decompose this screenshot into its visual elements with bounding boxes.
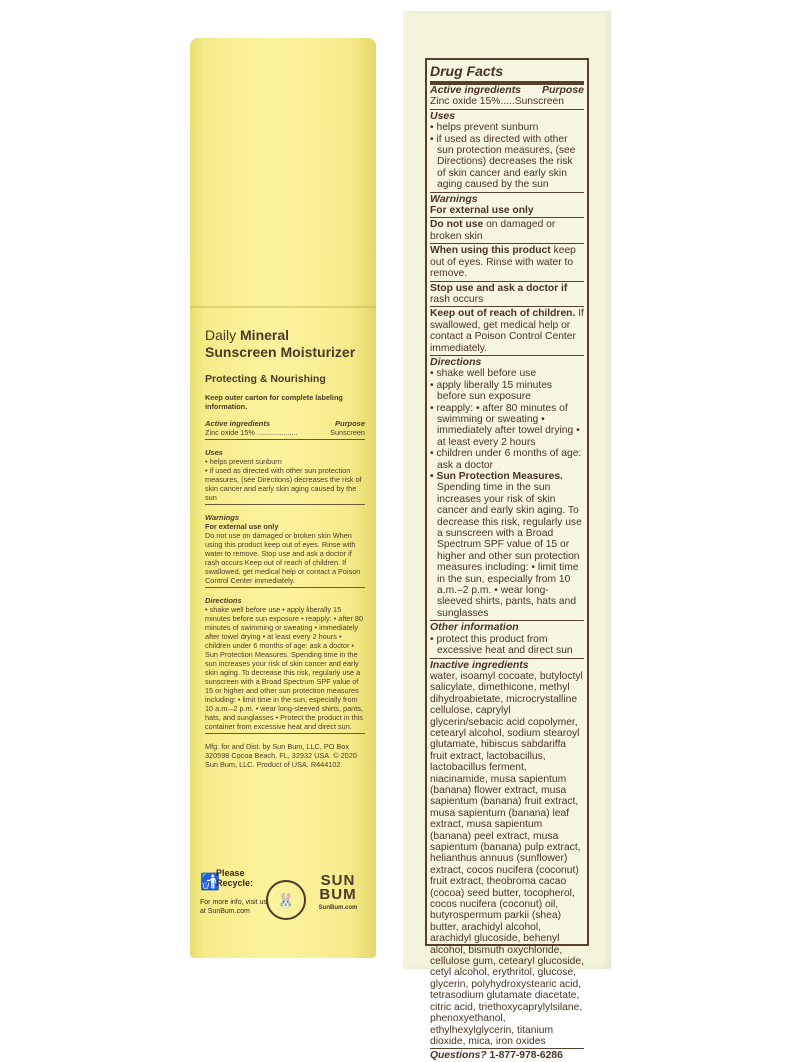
list-item: • shake well before use (430, 368, 537, 380)
directions-bold: • Sun Protection Measures. (430, 471, 563, 482)
person-recycle-icon: 🚮 (200, 874, 220, 891)
recycle-line2: Recycle: (216, 878, 254, 888)
active-header: Active ingredients (205, 419, 271, 428)
recycle-title (216, 868, 253, 888)
active-header-row (430, 85, 584, 96)
uses-header: Uses (430, 109, 456, 122)
list-item: • reapply: • after 80 minutes of swimming or sweating • immediately after towel drying • at least every 2 hours (430, 402, 580, 448)
recycle-line1: Please (216, 868, 245, 878)
logo-url: SunBum.com (318, 905, 358, 911)
active-header: Active ingredients (430, 84, 522, 96)
recycle-more-info: For more info, visit us at SunBum.com (200, 899, 267, 915)
list-item: • helps prevent sunburn (430, 122, 539, 134)
directions-header: Directions (430, 355, 482, 368)
warnings-text: Do not use on damaged or broken skin When using this product keep out of eyes. Rinse with water to remove. Stop use and ask a doctor if rash occurs Keep out of reach of children. If swallowed, get medical help or contact a Poison Control Center immediately. (205, 531, 361, 585)
product-title-line2: Sunscreen Moisturizer (205, 344, 356, 360)
cruelty-free-seal-icon: 🐰 (266, 880, 306, 920)
warning-when-using (430, 245, 584, 279)
active-line: Zinc oxide 15% .................... (205, 428, 298, 437)
uses-list (430, 122, 584, 190)
logo-line1: SUN (320, 872, 356, 889)
active-header-row (205, 419, 365, 428)
questions-phone: 1-877-978-6286 (489, 1050, 563, 1062)
questions-row (430, 1050, 584, 1061)
list-item: • if used as directed with other sun protection measures, (see Directions) decreases the risk of skin cancer and early skin aging caused by the sun (430, 133, 576, 191)
warning-bold: When using this product (430, 245, 551, 257)
other-info-list (430, 634, 584, 657)
warning-bold: Stop use and ask a doctor if (430, 282, 568, 294)
warnings-header: Warnings (205, 513, 240, 522)
uses-1: • helps prevent sunburn (205, 457, 282, 466)
uses-header: Uses (205, 448, 223, 457)
product-title (205, 327, 365, 344)
directions-header: Directions (205, 596, 242, 605)
active-purpose: Sunscreen (330, 428, 365, 437)
list-item: • protect this product from excessive heat and direct sun (430, 633, 573, 657)
manufacturer-info: Mfg. for and Dist. by Sun Bum, LLC, PO Box 320598 Cocoa Beach, FL, 32932 USA. © 2020 Sun Bum, LLC. Product of USA. R444102. (205, 742, 357, 769)
warning-bold: Keep out of reach of children. (430, 308, 576, 320)
warning-do-not-use (430, 219, 584, 242)
warning-stop-use (430, 283, 584, 306)
cap-seam (190, 306, 376, 308)
directions-list (430, 368, 584, 619)
warnings-external: For external use only (205, 522, 279, 531)
sun-bum-logo (312, 874, 364, 911)
title-light: Daily (205, 327, 237, 343)
other-info-header: Other information (430, 621, 519, 634)
questions-label: Questions? (430, 1050, 487, 1062)
warning-text: rash occurs (430, 293, 484, 305)
purpose-header: Purpose (334, 419, 365, 428)
warning-text: keep out of eyes. Rinse with water to remove. (430, 245, 576, 280)
active-line: Zinc oxide 15%.....Sunscreen (430, 96, 564, 108)
inactive-ingredients: water, isoamyl cocoate, butyloctyl salicylate, dimethicone, methyl dihydroabietate, microcrystalline cellulose, caprylyl glycerin/sebacic acid copolymer, cetearyl alcohol, sodium stearoyl glutamate, hibiscus sabdariffa fruit extract, lactobacillus, lactobacillus ferment, niacinamide, musa sapientum (banana) flower extract, musa sapientum (banana) fruit extract, musa sapientum (banana) leaf extract, musa sapientum (banana) peel extract, musa sapientum (banana) pulp extract, helianthus annuus (sunflower) extract, cocos nucifera (coconut) fruit extract, theobroma cacao (cocoa) seed butter, tocopherol, cocos nucifera (coconut) oil, butyrospermum parkii (shea) butter, arachidyl alcohol, arachidyl glucoside, behenyl alcohol, bismuth oxychloride, cellulose gum, cetearyl glucoside, cetyl alcohol, erythritol, glucose, glycerin, polyhydroxystearic acid, tetrasodium glutamate diacetate, citric acid, triethoxycaprylylsilane, phenoxyethanol, ethylhexylglycerin, titanium dioxide, mica, iron oxides (430, 670, 584, 1047)
warnings-header: Warnings (430, 192, 478, 205)
directions-text: • shake well before use • apply liberally 15 minutes before sun exposure • reapply: • after 80 minutes of swimming or sweating • immediately after towel drying • at least every 2 hours • children under 6 months of age: ask a doctor • Sun Protection Measures. Spending time in the sun increases your risk of skin cancer and early skin aging. To decrease this risk, regularly use a sunscreen with a Broad Spectrum SPF value of 15 or higher and other sun protection measures including: • limit time in the sun, especially from 10 a.m.–2 p.m. • wear long-sleeved shirts, pants, hats, and sunglasses • Protect the product in this container from excessive heat and direct sun. (205, 605, 364, 731)
inactive-header: Inactive ingredients (430, 658, 529, 671)
drug-facts-title: Drug Facts (430, 62, 584, 85)
list-item: • apply liberally 15 minutes before sun exposure (430, 379, 553, 403)
list-item (430, 471, 584, 619)
title-bold: Mineral (240, 327, 290, 343)
active-row (205, 428, 365, 437)
logo-line2: BUM (319, 886, 357, 903)
warning-bold: Do not use (430, 219, 484, 231)
list-item: • children under 6 months of age: ask a doctor (430, 448, 582, 471)
carton-note: Keep outer carton for complete labeling information. (205, 393, 343, 411)
drug-facts-panel (425, 58, 589, 1062)
warnings-external: For external use only (430, 205, 534, 217)
tube-label (205, 327, 365, 769)
product-subtitle: Protecting & Nourishing (205, 373, 326, 385)
warning-text: If swallowed, get medical help or contact a Poison Control Center immediately. (430, 308, 584, 354)
directions-text: Spending time in the sun increases your risk of skin cancer and early skin aging. To decrease this risk, regularly use a sunscreen with a Broad Spectrum SPF value of 15 or higher and other sun protection measures including: • limit time in the sun, especially from 10 a.m.–2 p.m. • wear long-sleeved shirts, pants, hats and sunglasses (437, 482, 582, 619)
purpose-header: Purpose (541, 84, 584, 96)
uses-2: • if used as directed with other sun protection measures, (see Directions) decreases the risk of skin cancer and early skin aging caused by the sun (205, 466, 362, 502)
warning-text: on damaged or broken skin (430, 219, 556, 242)
warning-keep-out (430, 308, 584, 354)
